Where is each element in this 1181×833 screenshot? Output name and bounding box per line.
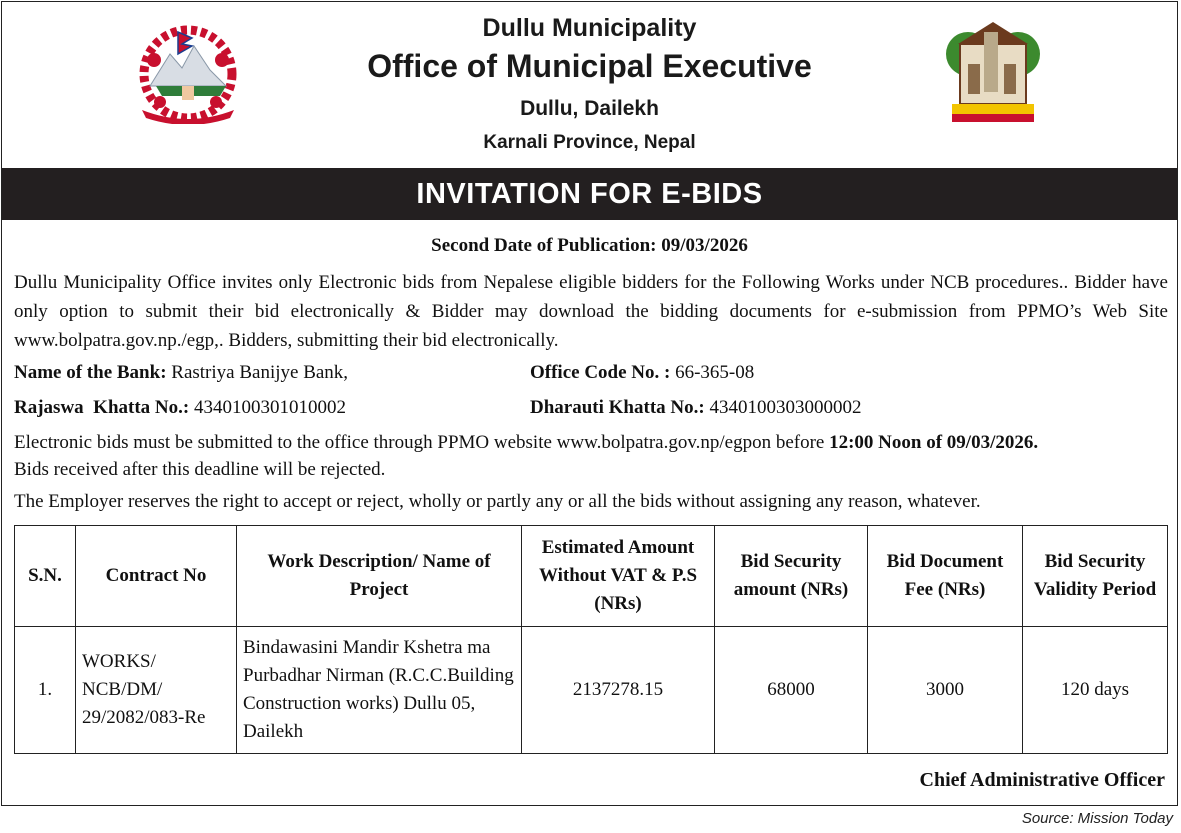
bank-name-label: Name of the Bank: (14, 362, 167, 383)
rajaswa-value: 4340100301010002 (193, 397, 346, 418)
header-validity: Bid Security Validity Period (1023, 526, 1168, 627)
header-estimate: Estimated Amount Without VAT & P.S (NRs) (522, 526, 715, 627)
intro-paragraph: Dullu Municipality Office invites only Electronic bids from Nepalese eligible bidders for the Following Works under NCB procedures.. Bidder have only option to submit their bid electronically & Bidder may download the bidding documents for e-submission from PPMO’s Web Site www.bolpatra.gov.np./egp,. Bidders, submitting their bid electronically. (14, 272, 1168, 351)
rajaswa-label: Rajaswa Khatta No.: (14, 397, 190, 418)
office-code-label: Office Code No. : (530, 362, 671, 383)
municipality-logo-icon (938, 14, 1048, 129)
cell-work: Bindawasini Mandir Kshetra ma Purbadhar Nirman (R.C.C.Building Construction works) Dullu 05, Dailekh (237, 627, 522, 754)
deadline-paragraph (14, 429, 1172, 483)
notice-frame (1, 1, 1178, 806)
source-credit: Source: Mission Today (1021, 810, 1173, 827)
office-code-value: 66-365-08 (675, 362, 755, 383)
cell-sn: 1. (15, 627, 76, 754)
municipality-name: Dullu Municipality (482, 14, 697, 42)
deadline-after: Bids received after this deadline will be rejected. (14, 459, 386, 480)
table-header-row (15, 526, 1168, 627)
header-contract: Contract No (76, 526, 237, 627)
office-name: Office of Municipal Executive (367, 48, 812, 84)
header-fee: Bid Document Fee (NRs) (868, 526, 1023, 627)
header-security: Bid Security amount (NRs) (715, 526, 868, 627)
dharauti-value: 4340100303000002 (709, 397, 862, 418)
header-sn: S.N. (15, 526, 76, 627)
publication-date: Second Date of Publication: 09/03/2026 (431, 235, 748, 256)
cell-fee: 3000 (868, 627, 1023, 754)
cell-security: 68000 (715, 627, 868, 754)
table-row (15, 627, 1168, 754)
notice-title-banner: INVITATION FOR E-BIDS (2, 168, 1177, 220)
bid-table (14, 525, 1168, 754)
notice-header (2, 2, 1177, 167)
reserve-paragraph: The Employer reserves the right to accept or reject, wholly or partly any or all the bids without assigning any reason, whatever. (14, 491, 981, 512)
signature: Chief Administrative Officer (919, 769, 1165, 791)
office-location: Dullu, Dailekh (520, 97, 659, 120)
header-work: Work Description/ Name of Project (237, 526, 522, 627)
bank-name-value: Rastriya Banijye Bank, (171, 362, 349, 383)
deadline-text: Electronic bids must be submitted to the office through PPMO website www.bolpatra.gov.np/egpon before (14, 432, 825, 453)
dharauti-row (530, 397, 861, 419)
rajaswa-row (14, 397, 346, 419)
bank-name-row (14, 362, 348, 384)
deadline-time: 12:00 Noon of 09/03/2026. (829, 432, 1039, 453)
office-code-row (530, 362, 754, 384)
dharauti-label: Dharauti Khatta No.: (530, 397, 705, 418)
cell-contract: WORKS/ NCB/DM/ 29/2082/083-Re (76, 627, 237, 754)
province-name: Karnali Province, Nepal (483, 132, 696, 153)
cell-validity: 120 days (1023, 627, 1168, 754)
cell-estimate: 2137278.15 (522, 627, 715, 754)
